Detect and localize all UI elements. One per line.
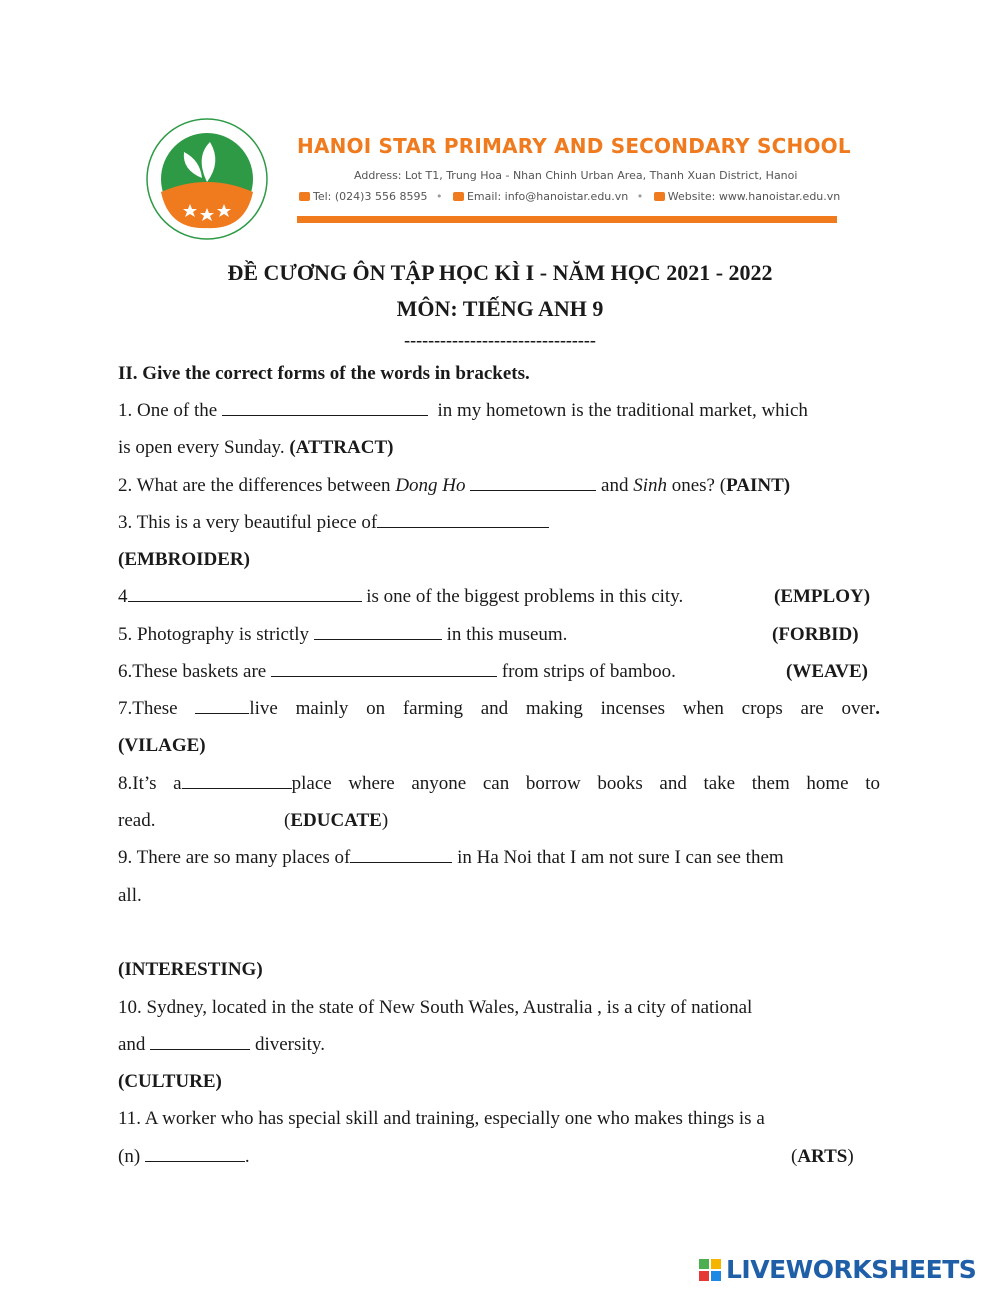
school-header (140, 112, 851, 247)
keyword-10: (CULTURE) (118, 1071, 222, 1092)
keyword-5: (FORBID) (772, 624, 859, 645)
school-logo (140, 112, 275, 247)
keyword-9: (INTERESTING) (118, 959, 263, 980)
keyword-11: (ARTS) (791, 1146, 854, 1167)
keyword-4: (EMPLOY) (774, 586, 871, 607)
question-8: 8.It’s a place where anyone can borrow books and take them home to (118, 773, 880, 794)
question-1-line-1: 1. One of the in my hometown is the traditional market, which (118, 400, 808, 421)
answer-blank-2[interactable] (470, 474, 596, 491)
school-name: HANOI STAR PRIMARY AND SECONDARY SCHOOL (297, 134, 851, 158)
question-1-line-2: is open every Sunday. (ATTRACT) (118, 437, 394, 458)
header-divider (297, 216, 837, 223)
question-2: 2. What are the differences between Dong Ho and Sinh ones? (PAINT) (118, 475, 791, 496)
question-3: 3. This is a very beautiful piece of (118, 511, 549, 535)
school-address: Address: Lot T1, Trung Hoa - Nhan Chinh Urban Area, Thanh Xuan District, Hanoi (354, 169, 798, 182)
keyword-2: PAINT) (726, 475, 791, 496)
keyword-6: (WEAVE) (786, 661, 868, 682)
subject-title: MÔN: TIẾNG ANH 9 (396, 296, 604, 321)
answer-blank-9[interactable] (350, 846, 452, 863)
answer-blank-3[interactable] (377, 511, 549, 528)
school-tel: Tel: (024)3 556 8595 (313, 190, 428, 203)
liveworksheets-text: LIVEWORKSHEETS (726, 1255, 977, 1284)
phone-icon (299, 192, 310, 201)
liveworksheets-icon (698, 1258, 722, 1282)
question-5: 5. Photography is strictly in this museum. (118, 624, 568, 645)
school-contact-line: Tel: (024)3 556 8595 • Email: info@hanoistar.edu.vn • Website: www.hanoistar.edu.vn (297, 190, 840, 203)
web-icon (654, 192, 665, 201)
title-divider: -------------------------------- (404, 330, 596, 350)
keyword-3: (EMBROIDER) (118, 549, 250, 570)
question-8-line-2: read. (118, 810, 156, 831)
school-website: Website: www.hanoistar.edu.vn (667, 190, 841, 203)
answer-blank-1[interactable] (222, 399, 428, 416)
school-email: Email: info@hanoistar.edu.vn (466, 190, 629, 203)
question-7: 7.These live mainly on farming and making incenses when crops are over. (118, 698, 880, 719)
question-4: 4 is one of the biggest problems in this city. (118, 586, 684, 607)
keyword-1: (ATTRACT) (289, 437, 394, 458)
answer-blank-10[interactable] (150, 1033, 250, 1050)
question-10-line-2: and diversity. (118, 1034, 325, 1055)
section-heading: II. Give the correct forms of the words in brackets. (118, 363, 530, 384)
answer-blank-4[interactable] (128, 585, 362, 602)
question-9: 9. There are so many places of in Ha Noi that I am not sure I can see them (118, 847, 784, 868)
page-title: ĐỀ CƯƠNG ÔN TẬP HỌC KÌ I - NĂM HỌC 2021 - 2022 (227, 260, 773, 285)
liveworksheets-brand[interactable] (698, 1255, 976, 1285)
email-icon (453, 192, 464, 201)
keyword-8: (EDUCATE) (284, 810, 389, 831)
answer-blank-7[interactable] (195, 697, 249, 714)
answer-blank-6[interactable] (271, 660, 497, 677)
question-10: 10. Sydney, located in the state of New South Wales, Australia , is a city of national (118, 997, 753, 1018)
question-6: 6.These baskets are from strips of bamboo. (118, 661, 676, 682)
question-9-line-2: all. (118, 885, 142, 906)
question-11-line-2: (n) . (118, 1146, 250, 1167)
answer-blank-8[interactable] (182, 772, 292, 789)
question-11: 11. A worker who has special skill and training, especially one who makes things is a (118, 1108, 765, 1129)
keyword-7: (VILAGE) (118, 735, 206, 756)
answer-blank-5[interactable] (314, 623, 442, 640)
answer-blank-11[interactable] (145, 1145, 245, 1162)
